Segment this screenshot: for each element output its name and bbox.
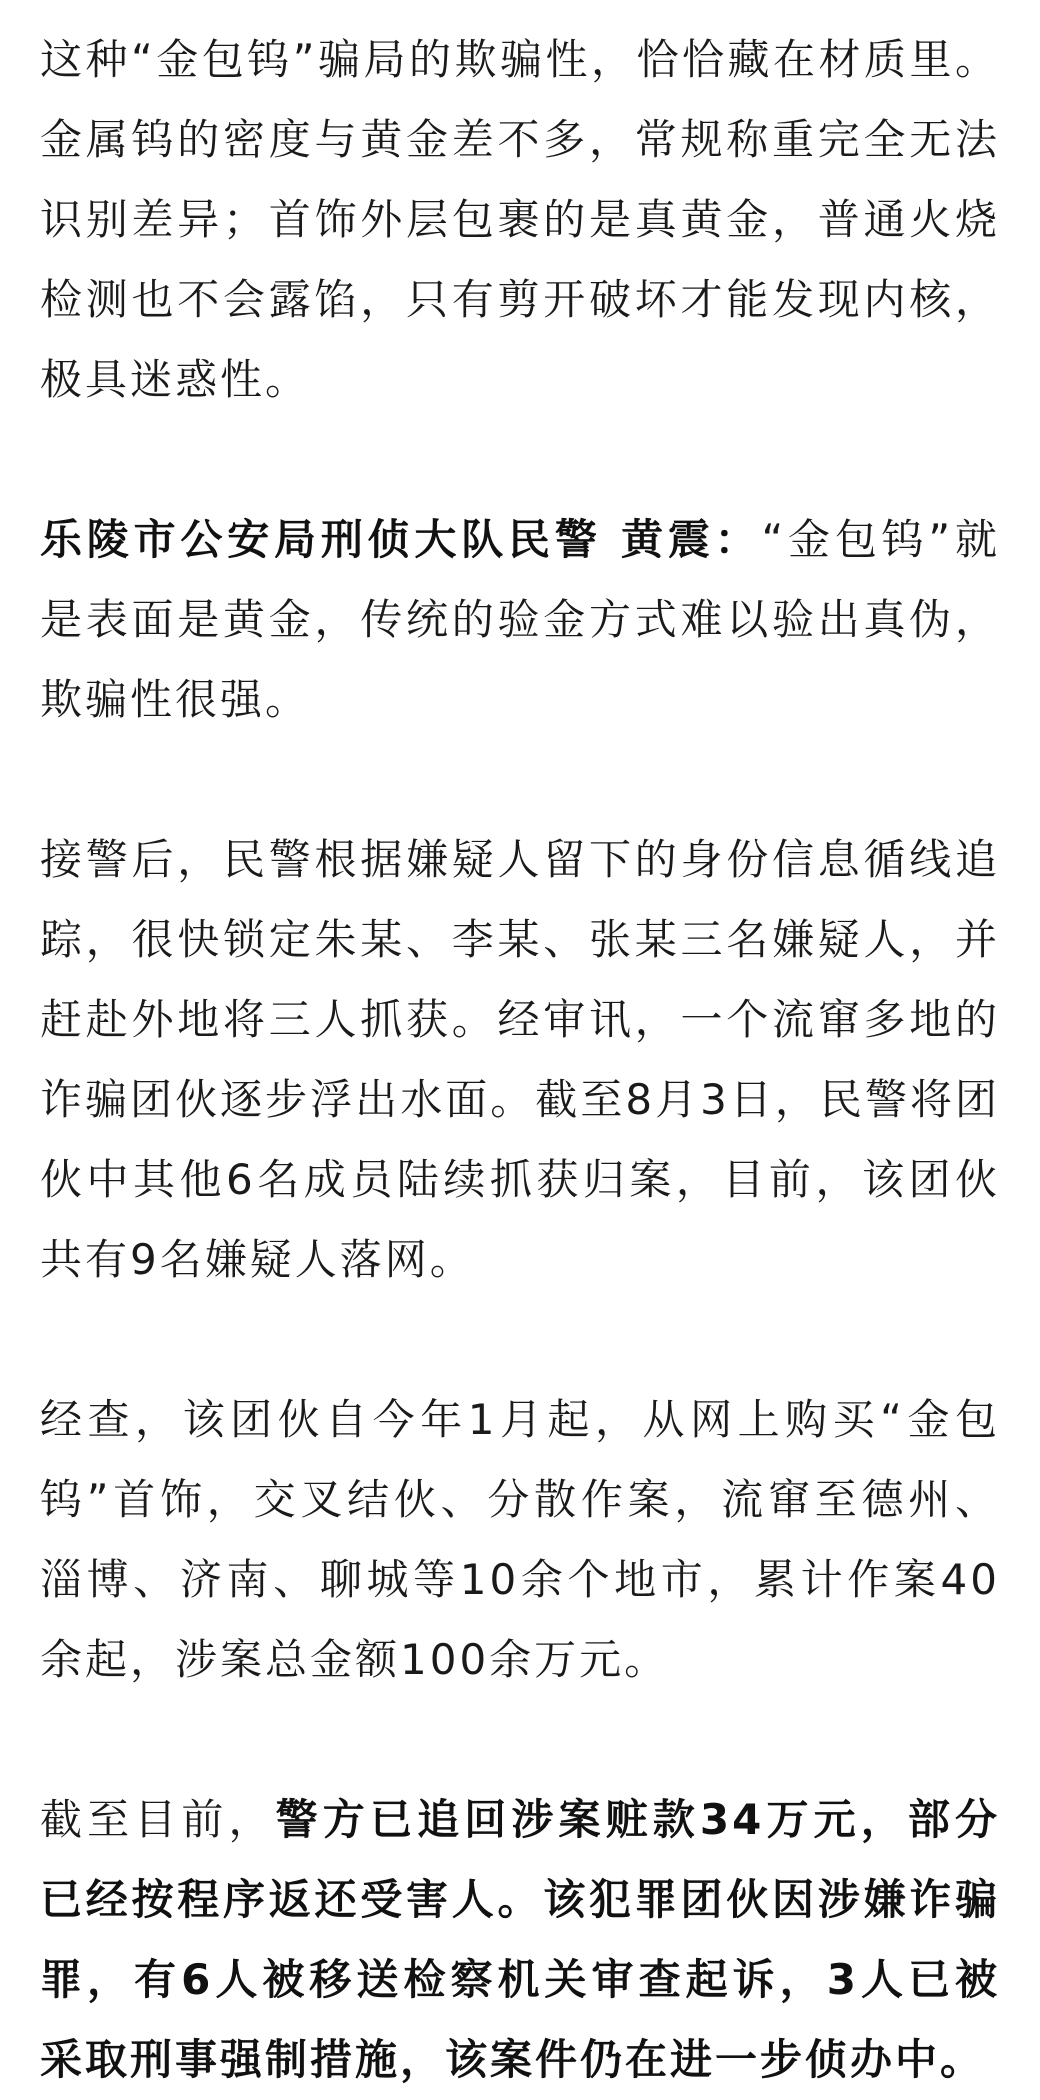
paragraph-text: 这种“金包钨”骗局的欺骗性，恰恰藏在材质里。金属钨的密度与黄金差不多，常规称重完全无法识别差异；首饰外层包裹的是真黄金，普通火烧检测也不会露馅，只有剪开破坏才能发现内核，极具迷惑性。 [40,35,1000,404]
paragraph-arrest [40,820,1000,1300]
quote-text: “金包钨”就是表面是黄金，传统的验金方式难以验出真伪，欺骗性很强。 [40,515,1000,724]
paragraph-material-deception [40,20,1000,420]
paragraph-bold-text: 警方已追回涉案赃款34万元，部分已经按程序返还受害人。该犯罪团伙因涉嫌诈骗罪，有6人被移送检察机关审查起诉，3人已被采取刑事强制措施，该案件仍在进一步侦办中。 [40,1795,1000,2084]
paragraph-text: 经查，该团伙自今年1月起，从网上购买“金包钨”首饰，交叉结伙、分散作案，流窜至德州、淄博、济南、聊城等10余个地市，累计作案40余起，涉案总金额100余万元。 [40,1395,1000,1684]
paragraph-text: 接警后，民警根据嫌疑人留下的身份信息循线追踪，很快锁定朱某、李某、张某三名嫌疑人，并赶赴外地将三人抓获。经审讯，一个流窜多地的诈骗团伙逐步浮出水面。截至8月3日，民警将团伙中其他6名成员陆续抓获归案，目前，该团伙共有9名嫌疑人落网。 [40,835,1000,1284]
paragraph-lead-text: 截至目前， [40,1795,276,1844]
paragraph-investigation [40,1380,1000,1700]
speaker-name: 乐陵市公安局刑侦大队民警 黄震： [40,515,762,564]
paragraph-police-quote [40,500,1000,740]
paragraph-status [40,1780,1000,2100]
